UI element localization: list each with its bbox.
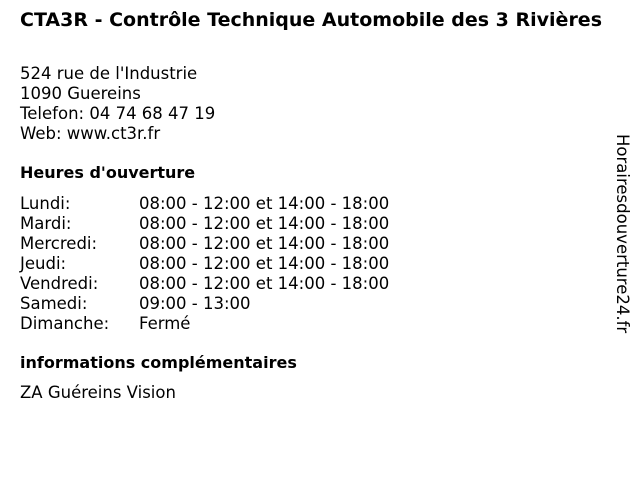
hours-time: Fermé: [139, 314, 191, 333]
hours-time: 08:00 - 12:00 et 14:00 - 18:00: [139, 274, 390, 293]
address-street: 524 rue de l'Industrie: [20, 64, 198, 83]
hours-time: 09:00 - 13:00: [139, 294, 251, 313]
hours-day: Vendredi:: [20, 274, 99, 293]
address-city: 1090 Guereins: [20, 84, 141, 103]
hours-time: 08:00 - 12:00 et 14:00 - 18:00: [139, 194, 390, 213]
hours-day: Samedi:: [20, 294, 88, 313]
hours-time: 08:00 - 12:00 et 14:00 - 18:00: [139, 254, 390, 273]
hours-time: 08:00 - 12:00 et 14:00 - 18:00: [139, 234, 390, 253]
hours-day: Lundi:: [20, 194, 71, 213]
hours-day: Jeudi:: [20, 254, 67, 273]
site-watermark: Horairesdouverture24.fr: [613, 134, 632, 334]
hours-day: Mercredi:: [20, 234, 98, 253]
hours-row-monday: [20, 194, 389, 214]
hours-row-friday: [20, 274, 389, 294]
address-phone: Telefon: 04 74 68 47 19: [20, 104, 216, 123]
hours-row-sunday: [20, 314, 389, 334]
hours-day: Mardi:: [20, 214, 72, 233]
hours-table: [20, 194, 389, 334]
hours-time: 08:00 - 12:00 et 14:00 - 18:00: [139, 214, 390, 233]
hours-day: Dimanche:: [20, 314, 110, 333]
hours-row-saturday: [20, 294, 389, 314]
hours-row-wednesday: [20, 234, 389, 254]
business-name: CTA3R - Contrôle Technique Automobile des 3 Rivières: [20, 9, 603, 31]
hours-row-tuesday: [20, 214, 389, 234]
hours-heading: Heures d'ouverture: [20, 163, 196, 182]
address-web: Web: www.ct3r.fr: [20, 124, 161, 143]
info-heading: informations complémentaires: [20, 353, 297, 372]
address-block: [20, 64, 215, 144]
hours-row-thursday: [20, 254, 389, 274]
info-text: ZA Guéreins Vision: [20, 383, 176, 402]
